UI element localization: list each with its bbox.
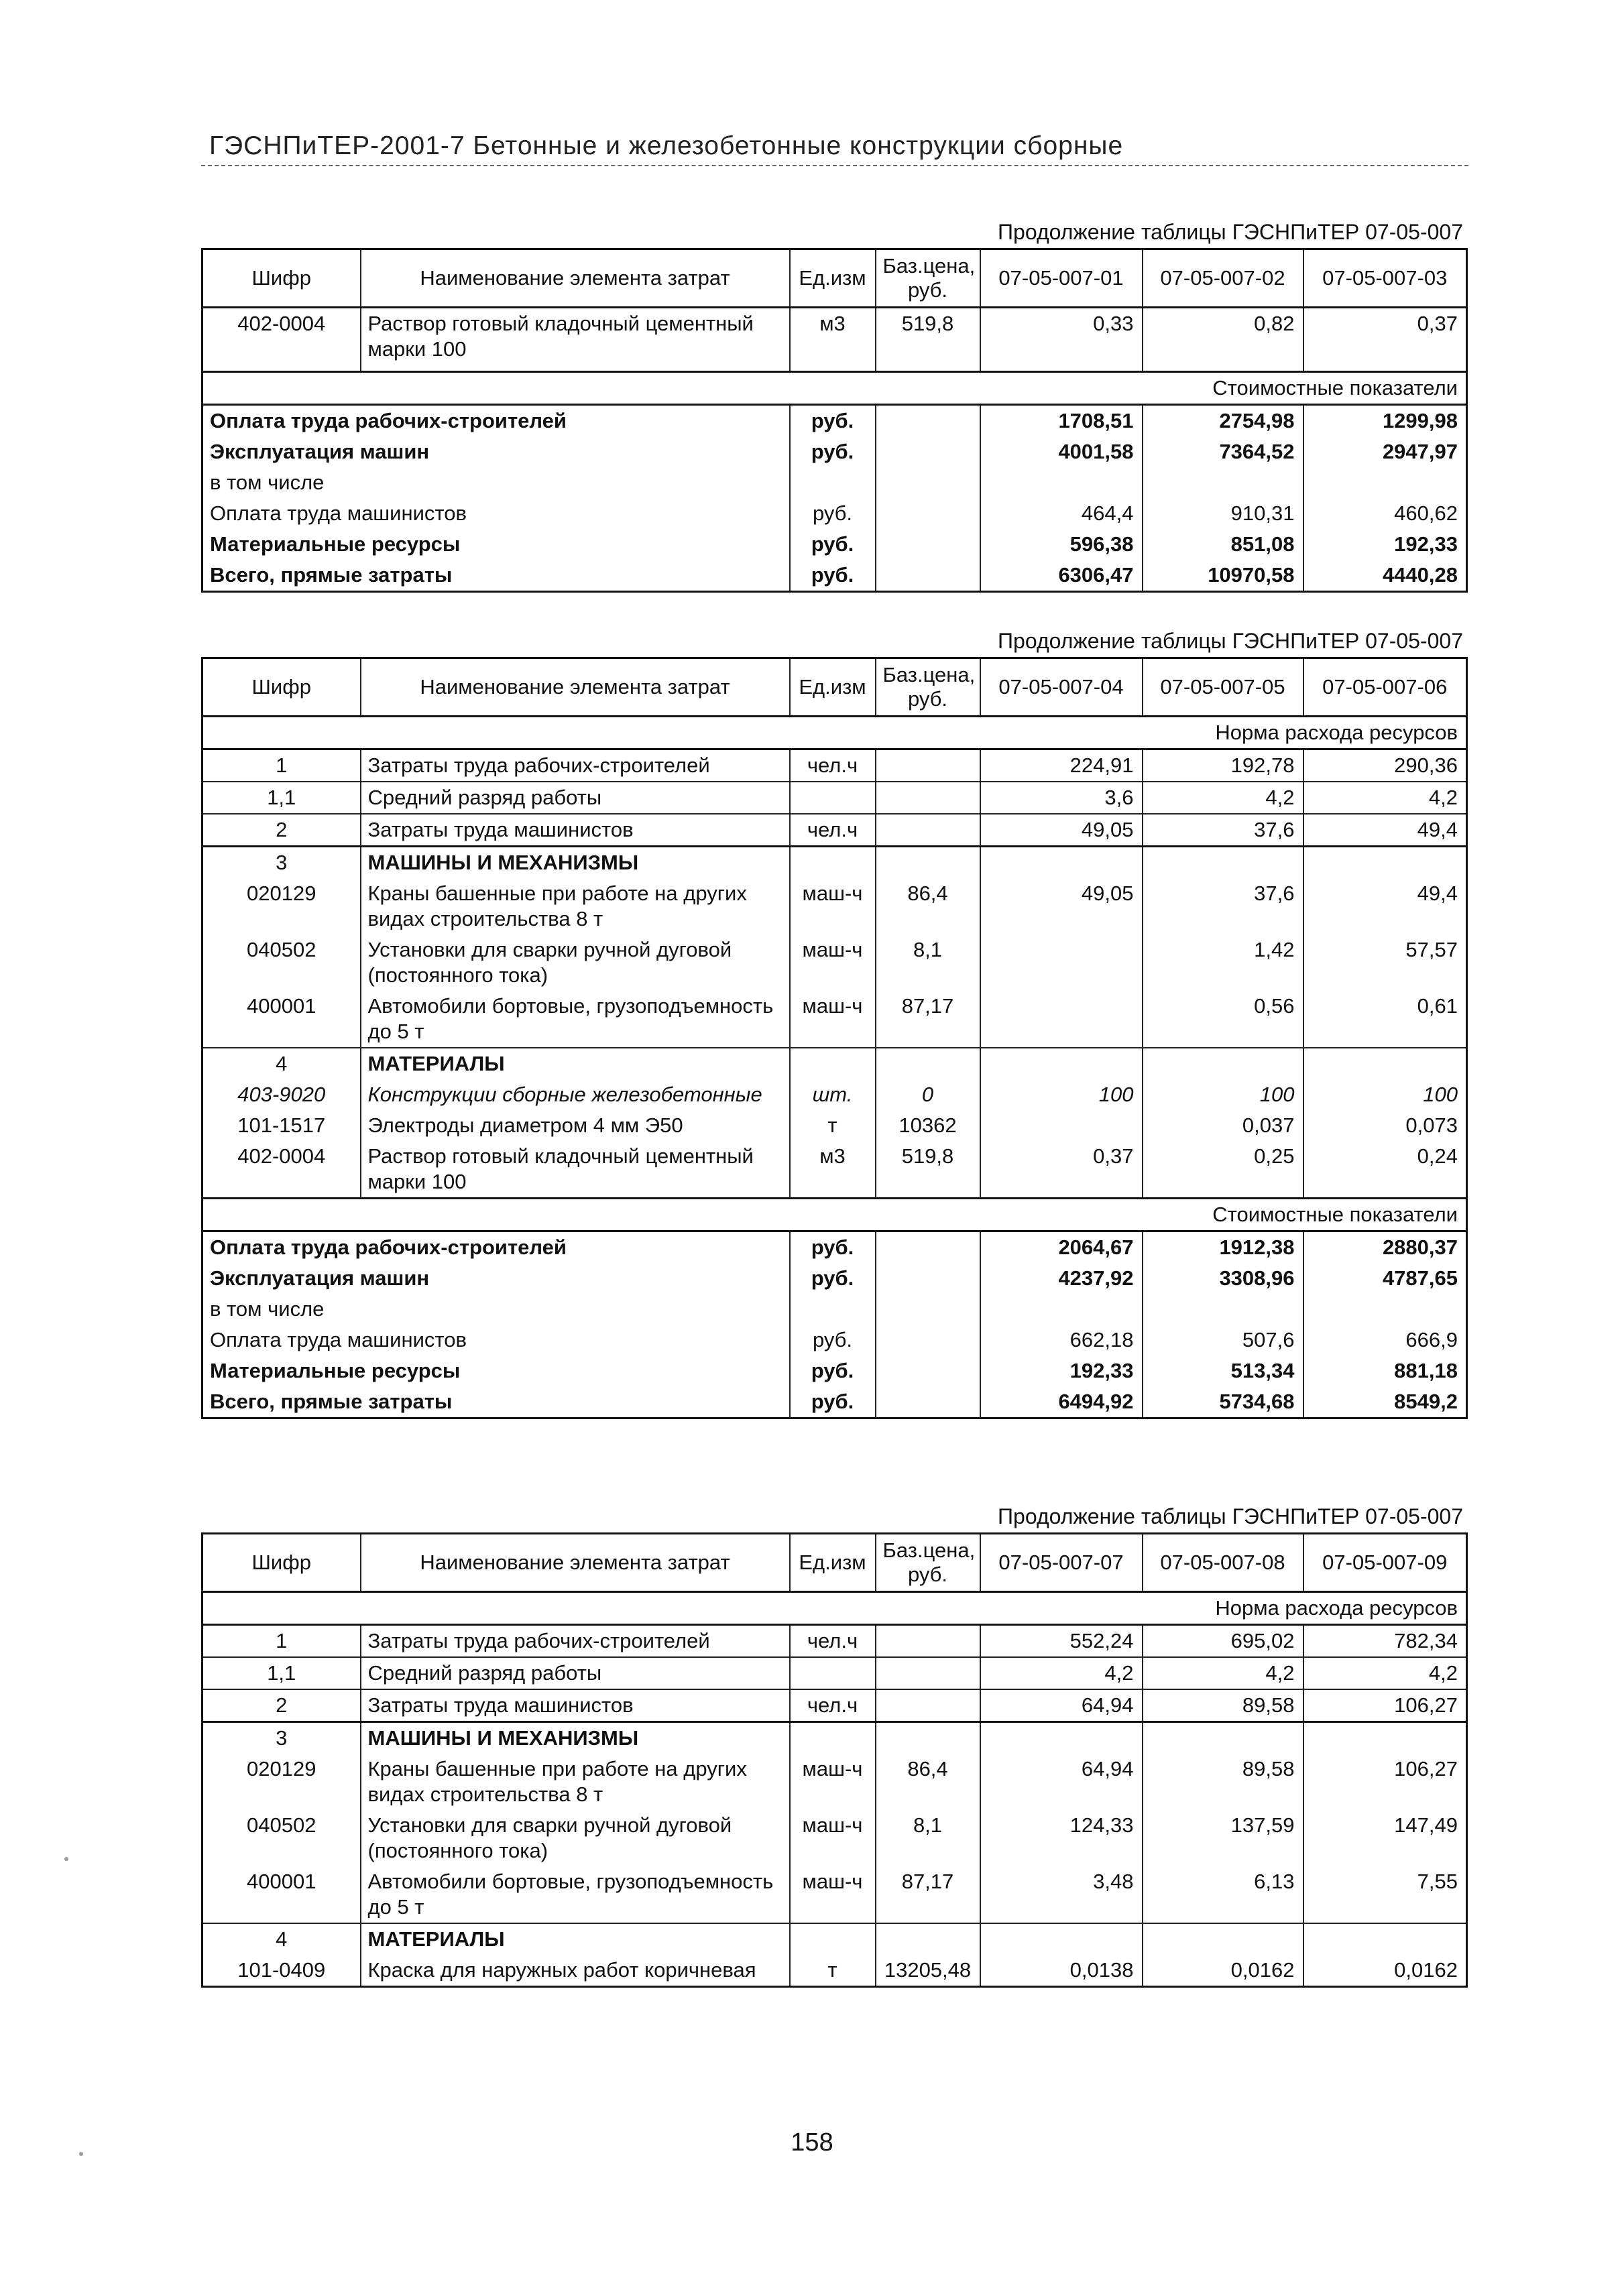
cost-value: 4237,92 xyxy=(980,1263,1143,1294)
row-value: 552,24 xyxy=(980,1625,1143,1658)
row-value: 137,59 xyxy=(1143,1810,1303,1866)
row-value: 64,94 xyxy=(980,1754,1143,1810)
cost-value: 2064,67 xyxy=(980,1231,1143,1264)
cost-row xyxy=(202,529,1467,560)
row-unit: маш-ч xyxy=(790,991,876,1048)
row-value: 4,2 xyxy=(980,1657,1143,1689)
col-header-name: Наименование элемента затрат xyxy=(361,1534,790,1592)
cost-value: 1912,38 xyxy=(1143,1231,1303,1264)
cost-value: 2880,37 xyxy=(1303,1231,1467,1264)
cost-row xyxy=(202,405,1467,437)
row-code: 3 xyxy=(202,847,361,879)
row-name: МАТЕРИАЛЫ xyxy=(361,1923,790,1955)
table-row xyxy=(202,991,1467,1048)
cost-unit: руб. xyxy=(790,405,876,437)
row-code: 2 xyxy=(202,1689,361,1722)
header-divider xyxy=(201,165,1468,166)
col-header-price: Баз.цена, руб. xyxy=(876,1534,980,1592)
cost-value: 3308,96 xyxy=(1143,1263,1303,1294)
table-row xyxy=(202,782,1467,814)
row-name: Краны башенные при работе на других видах строительства 8 т xyxy=(361,1754,790,1810)
cost-price-empty xyxy=(876,1263,980,1294)
row-unit: м3 xyxy=(790,1141,876,1199)
row-name: Затраты труда машинистов xyxy=(361,814,790,847)
cost-value: 6306,47 xyxy=(980,560,1143,592)
page-number: 158 xyxy=(791,2128,833,2157)
cost-unit: руб. xyxy=(790,1231,876,1264)
row-code: 040502 xyxy=(202,1810,361,1866)
table-row xyxy=(202,1657,1467,1689)
row-code: 4 xyxy=(202,1048,361,1079)
cost-value: 851,08 xyxy=(1143,529,1303,560)
band-label: Норма расхода ресурсов xyxy=(202,1592,1467,1625)
cost-row xyxy=(202,436,1467,467)
cost-unit: руб. xyxy=(790,1325,876,1355)
cost-value xyxy=(1143,1294,1303,1325)
col-header-1: 07-05-007-01 xyxy=(980,249,1143,308)
row-value: 224,91 xyxy=(980,749,1143,782)
cost-value: 7364,52 xyxy=(1143,436,1303,467)
row-code: 101-1517 xyxy=(202,1110,361,1141)
band-label: Стоимостные показатели xyxy=(202,1199,1467,1231)
row-value xyxy=(980,934,1143,991)
row-name: Конструкции сборные железобетонные xyxy=(361,1079,790,1110)
cost-value: 1708,51 xyxy=(980,405,1143,437)
row-code: 1 xyxy=(202,749,361,782)
row-name: Раствор готовый кладочный цементный марки 100 xyxy=(361,308,790,372)
row-code: 2 xyxy=(202,814,361,847)
col-header-code: Шифр xyxy=(202,249,361,308)
cost-unit: руб. xyxy=(790,1355,876,1386)
row-price xyxy=(876,749,980,782)
row-value: 49,4 xyxy=(1303,878,1467,934)
row-name: Затраты труда рабочих-строителей xyxy=(361,749,790,782)
row-unit: маш-ч xyxy=(790,1866,876,1923)
cost-unit: руб. xyxy=(790,436,876,467)
row-price xyxy=(876,1657,980,1689)
row-value: 0,37 xyxy=(1303,308,1467,372)
cost-name: Материальные ресурсы xyxy=(202,529,790,560)
col-header-price: Баз.цена, руб. xyxy=(876,249,980,308)
cost-value: 881,18 xyxy=(1303,1355,1467,1386)
row-price xyxy=(876,847,980,879)
cost-value: 662,18 xyxy=(980,1325,1143,1355)
table-row xyxy=(202,308,1467,372)
row-unit: чел.ч xyxy=(790,814,876,847)
row-unit: маш-ч xyxy=(790,878,876,934)
row-value: 4,2 xyxy=(1303,782,1467,814)
row-value: 100 xyxy=(1303,1079,1467,1110)
row-name: Установки для сварки ручной дуговой (постоянного тока) xyxy=(361,934,790,991)
row-code: 020129 xyxy=(202,878,361,934)
table-row xyxy=(202,1810,1467,1866)
row-price: 86,4 xyxy=(876,1754,980,1810)
row-value: 290,36 xyxy=(1303,749,1467,782)
row-unit: т xyxy=(790,1955,876,1987)
row-value: 0,24 xyxy=(1303,1141,1467,1199)
row-code: 400001 xyxy=(202,1866,361,1923)
col-header-code: Шифр xyxy=(202,1534,361,1592)
row-price: 8,1 xyxy=(876,1810,980,1866)
cost-value: 4440,28 xyxy=(1303,560,1467,592)
row-value: 192,78 xyxy=(1143,749,1303,782)
row-value xyxy=(1143,1722,1303,1754)
row-unit: маш-ч xyxy=(790,1810,876,1866)
cost-value: 596,38 xyxy=(980,529,1143,560)
row-value xyxy=(980,991,1143,1048)
row-value: 49,05 xyxy=(980,878,1143,934)
table2-header-row xyxy=(202,658,1467,717)
cost-row xyxy=(202,467,1467,498)
table1 xyxy=(201,248,1468,593)
cost-unit: руб. xyxy=(790,560,876,592)
cost-unit: руб. xyxy=(790,1263,876,1294)
row-code: 040502 xyxy=(202,934,361,991)
row-value: 695,02 xyxy=(1143,1625,1303,1658)
row-value xyxy=(1303,1048,1467,1079)
row-value: 4,2 xyxy=(1143,1657,1303,1689)
cost-value: 4001,58 xyxy=(980,436,1143,467)
row-name: Средний разряд работы xyxy=(361,782,790,814)
table-row xyxy=(202,1141,1467,1199)
row-value xyxy=(980,1110,1143,1141)
row-value: 7,55 xyxy=(1303,1866,1467,1923)
cost-row xyxy=(202,1325,1467,1355)
row-name: Автомобили бортовые, грузоподъемность до 5 т xyxy=(361,1866,790,1923)
row-price xyxy=(876,1689,980,1722)
row-price xyxy=(876,1048,980,1079)
row-name: Затраты труда рабочих-строителей xyxy=(361,1625,790,1658)
cost-name: Всего, прямые затраты xyxy=(202,560,790,592)
row-price: 13205,48 xyxy=(876,1955,980,1987)
row-price: 87,17 xyxy=(876,991,980,1048)
row-value: 124,33 xyxy=(980,1810,1143,1866)
row-unit: шт. xyxy=(790,1079,876,1110)
row-value: 37,6 xyxy=(1143,814,1303,847)
table-row xyxy=(202,934,1467,991)
row-name: Раствор готовый кладочный цементный марки 100 xyxy=(361,1141,790,1199)
table3 xyxy=(201,1532,1468,1988)
row-price: 87,17 xyxy=(876,1866,980,1923)
cost-value: 507,6 xyxy=(1143,1325,1303,1355)
row-value: 49,4 xyxy=(1303,814,1467,847)
row-value: 147,49 xyxy=(1303,1810,1467,1866)
row-code: 400001 xyxy=(202,991,361,1048)
row-unit xyxy=(790,1657,876,1689)
table-row xyxy=(202,878,1467,934)
row-price xyxy=(876,1625,980,1658)
cost-price-empty xyxy=(876,1294,980,1325)
col-header-7: 07-05-007-07 xyxy=(980,1534,1143,1592)
row-value: 1,42 xyxy=(1143,934,1303,991)
cost-value: 5734,68 xyxy=(1143,1386,1303,1418)
cost-price-empty xyxy=(876,1355,980,1386)
table-row xyxy=(202,847,1467,879)
row-value: 0,61 xyxy=(1303,991,1467,1048)
row-value: 57,57 xyxy=(1303,934,1467,991)
row-value: 0,037 xyxy=(1143,1110,1303,1141)
scan-artifact xyxy=(64,1857,68,1861)
row-price: 8,1 xyxy=(876,934,980,991)
row-value: 3,48 xyxy=(980,1866,1143,1923)
row-value: 4,2 xyxy=(1303,1657,1467,1689)
row-code: 101-0409 xyxy=(202,1955,361,1987)
row-name: Автомобили бортовые, грузоподъемность до 5 т xyxy=(361,991,790,1048)
row-price: 519,8 xyxy=(876,308,980,372)
row-value xyxy=(1303,1923,1467,1955)
cost-row xyxy=(202,498,1467,529)
cost-price-empty xyxy=(876,1386,980,1418)
row-value: 106,27 xyxy=(1303,1754,1467,1810)
row-price: 86,4 xyxy=(876,878,980,934)
row-value: 0,0162 xyxy=(1143,1955,1303,1987)
row-price xyxy=(876,1923,980,1955)
table-row xyxy=(202,1079,1467,1110)
row-value: 4,2 xyxy=(1143,782,1303,814)
cost-row xyxy=(202,1386,1467,1418)
row-price: 519,8 xyxy=(876,1141,980,1199)
cost-value: 464,4 xyxy=(980,498,1143,529)
cost-name: Эксплуатация машин xyxy=(202,436,790,467)
table-row xyxy=(202,814,1467,847)
cost-unit: руб. xyxy=(790,498,876,529)
document-header-title: ГЭСНПиТЕР-2001-7 Бетонные и железобетонные конструкции сборные xyxy=(209,131,1124,160)
cost-name: в том числе xyxy=(202,467,790,498)
row-name: Краска для наружных работ коричневая xyxy=(361,1955,790,1987)
row-price xyxy=(876,814,980,847)
row-value xyxy=(1303,847,1467,879)
table-row xyxy=(202,1923,1467,1955)
row-price xyxy=(876,1722,980,1754)
band-label: Норма расхода ресурсов xyxy=(202,717,1467,749)
row-value: 0,33 xyxy=(980,308,1143,372)
row-unit: маш-ч xyxy=(790,1754,876,1810)
row-code: 020129 xyxy=(202,1754,361,1810)
col-header-unit: Ед.изм xyxy=(790,658,876,717)
cost-name: Оплата труда машинистов xyxy=(202,498,790,529)
row-unit xyxy=(790,1923,876,1955)
band-resource-norm xyxy=(202,1592,1467,1625)
row-unit: чел.ч xyxy=(790,1625,876,1658)
row-price: 10362 xyxy=(876,1110,980,1141)
row-value: 0,25 xyxy=(1143,1141,1303,1199)
band-label: Стоимостные показатели xyxy=(202,372,1467,405)
row-value: 106,27 xyxy=(1303,1689,1467,1722)
cost-value: 2947,97 xyxy=(1303,436,1467,467)
cost-name: Всего, прямые затраты xyxy=(202,1386,790,1418)
cost-value: 8549,2 xyxy=(1303,1386,1467,1418)
cost-unit: руб. xyxy=(790,529,876,560)
row-unit: чел.ч xyxy=(790,749,876,782)
table2-caption: Продолжение таблицы ГЭСНПиТЕР 07-05-007 xyxy=(998,629,1463,653)
col-header-name: Наименование элемента затрат xyxy=(361,658,790,717)
row-value: 100 xyxy=(980,1079,1143,1110)
table-row xyxy=(202,1048,1467,1079)
cost-unit xyxy=(790,1294,876,1325)
row-value: 0,56 xyxy=(1143,991,1303,1048)
band-cost-indicators xyxy=(202,372,1467,405)
row-value xyxy=(980,1048,1143,1079)
cost-name: Эксплуатация машин xyxy=(202,1263,790,1294)
row-value: 0,82 xyxy=(1143,308,1303,372)
cost-price-empty xyxy=(876,1231,980,1264)
row-code: 1,1 xyxy=(202,1657,361,1689)
table2 xyxy=(201,657,1468,1419)
row-name: Электроды диаметром 4 мм Э50 xyxy=(361,1110,790,1141)
row-value: 49,05 xyxy=(980,814,1143,847)
row-value: 3,6 xyxy=(980,782,1143,814)
row-value: 89,58 xyxy=(1143,1754,1303,1810)
table-row xyxy=(202,1722,1467,1754)
table-row xyxy=(202,1110,1467,1141)
cost-name: Материальные ресурсы xyxy=(202,1355,790,1386)
row-value xyxy=(1143,1923,1303,1955)
cost-value: 2754,98 xyxy=(1143,405,1303,437)
col-header-unit: Ед.изм xyxy=(790,1534,876,1592)
cost-value: 910,31 xyxy=(1143,498,1303,529)
table1-caption: Продолжение таблицы ГЭСНПиТЕР 07-05-007 xyxy=(998,220,1463,244)
cost-value: 6494,92 xyxy=(980,1386,1143,1418)
row-value xyxy=(1143,1048,1303,1079)
row-unit: чел.ч xyxy=(790,1689,876,1722)
col-header-9: 07-05-007-09 xyxy=(1303,1534,1467,1592)
row-value: 782,34 xyxy=(1303,1625,1467,1658)
row-unit: м3 xyxy=(790,308,876,372)
row-value: 64,94 xyxy=(980,1689,1143,1722)
table3-caption: Продолжение таблицы ГЭСНПиТЕР 07-05-007 xyxy=(998,1504,1463,1528)
cost-row xyxy=(202,1355,1467,1386)
row-code: 3 xyxy=(202,1722,361,1754)
row-code: 1 xyxy=(202,1625,361,1658)
cost-price-empty xyxy=(876,1325,980,1355)
col-header-name: Наименование элемента затрат xyxy=(361,249,790,308)
table-row xyxy=(202,1866,1467,1923)
cost-name: Оплата труда машинистов xyxy=(202,1325,790,1355)
col-header-unit: Ед.изм xyxy=(790,249,876,308)
col-header-price: Баз.цена, руб. xyxy=(876,658,980,717)
row-unit: т xyxy=(790,1110,876,1141)
table-row xyxy=(202,1955,1467,1987)
table1-header-row xyxy=(202,249,1467,308)
row-unit xyxy=(790,1722,876,1754)
row-price xyxy=(876,782,980,814)
row-value xyxy=(980,847,1143,879)
row-name: Краны башенные при работе на других видах строительства 8 т xyxy=(361,878,790,934)
row-unit xyxy=(790,782,876,814)
cost-value xyxy=(980,1294,1143,1325)
cost-name: в том числе xyxy=(202,1294,790,1325)
row-value: 6,13 xyxy=(1143,1866,1303,1923)
row-unit xyxy=(790,1048,876,1079)
row-unit xyxy=(790,847,876,879)
col-header-6: 07-05-007-06 xyxy=(1303,658,1467,717)
cost-value: 666,9 xyxy=(1303,1325,1467,1355)
col-header-2: 07-05-007-02 xyxy=(1143,249,1303,308)
row-name: МАТЕРИАЛЫ xyxy=(361,1048,790,1079)
col-header-3: 07-05-007-03 xyxy=(1303,249,1467,308)
col-header-8: 07-05-007-08 xyxy=(1143,1534,1303,1592)
cost-unit: руб. xyxy=(790,1386,876,1418)
row-code: 402-0004 xyxy=(202,1141,361,1199)
row-name: МАШИНЫ И МЕХАНИЗМЫ xyxy=(361,1722,790,1754)
cost-value: 192,33 xyxy=(1303,529,1467,560)
row-name: МАШИНЫ И МЕХАНИЗМЫ xyxy=(361,847,790,879)
row-value: 100 xyxy=(1143,1079,1303,1110)
row-value: 0,37 xyxy=(980,1141,1143,1199)
row-value xyxy=(980,1722,1143,1754)
row-value: 0,0162 xyxy=(1303,1955,1467,1987)
row-name: Установки для сварки ручной дуговой (постоянного тока) xyxy=(361,1810,790,1866)
row-unit: маш-ч xyxy=(790,934,876,991)
row-code: 1,1 xyxy=(202,782,361,814)
cost-value: 4787,65 xyxy=(1303,1263,1467,1294)
table3-header-row xyxy=(202,1534,1467,1592)
row-code: 403-9020 xyxy=(202,1079,361,1110)
row-value xyxy=(1303,1722,1467,1754)
table-row xyxy=(202,1689,1467,1722)
scan-artifact xyxy=(79,2152,83,2156)
table-row xyxy=(202,749,1467,782)
row-value xyxy=(1143,847,1303,879)
row-value: 0,073 xyxy=(1303,1110,1467,1141)
cost-row xyxy=(202,1231,1467,1264)
cost-value: 10970,58 xyxy=(1143,560,1303,592)
row-value: 0,0138 xyxy=(980,1955,1143,1987)
table-row xyxy=(202,1754,1467,1810)
table-row xyxy=(202,1625,1467,1658)
row-code: 402-0004 xyxy=(202,308,361,372)
band-cost-indicators xyxy=(202,1199,1467,1231)
row-value xyxy=(980,1923,1143,1955)
row-name: Средний разряд работы xyxy=(361,1657,790,1689)
cost-value: 513,34 xyxy=(1143,1355,1303,1386)
cost-value: 192,33 xyxy=(980,1355,1143,1386)
col-header-5: 07-05-007-05 xyxy=(1143,658,1303,717)
col-header-4: 07-05-007-04 xyxy=(980,658,1143,717)
col-header-code: Шифр xyxy=(202,658,361,717)
cost-row xyxy=(202,560,1467,592)
cost-row xyxy=(202,1294,1467,1325)
band-resource-norm xyxy=(202,717,1467,749)
cost-row xyxy=(202,1263,1467,1294)
cost-value: 460,62 xyxy=(1303,498,1467,529)
row-code: 4 xyxy=(202,1923,361,1955)
cost-value: 1299,98 xyxy=(1303,405,1467,437)
cost-name: Оплата труда рабочих-строителей xyxy=(202,405,790,437)
row-name: Затраты труда машинистов xyxy=(361,1689,790,1722)
row-value: 89,58 xyxy=(1143,1689,1303,1722)
cost-name: Оплата труда рабочих-строителей xyxy=(202,1231,790,1264)
row-price: 0 xyxy=(876,1079,980,1110)
cost-value xyxy=(1303,1294,1467,1325)
row-value: 37,6 xyxy=(1143,878,1303,934)
